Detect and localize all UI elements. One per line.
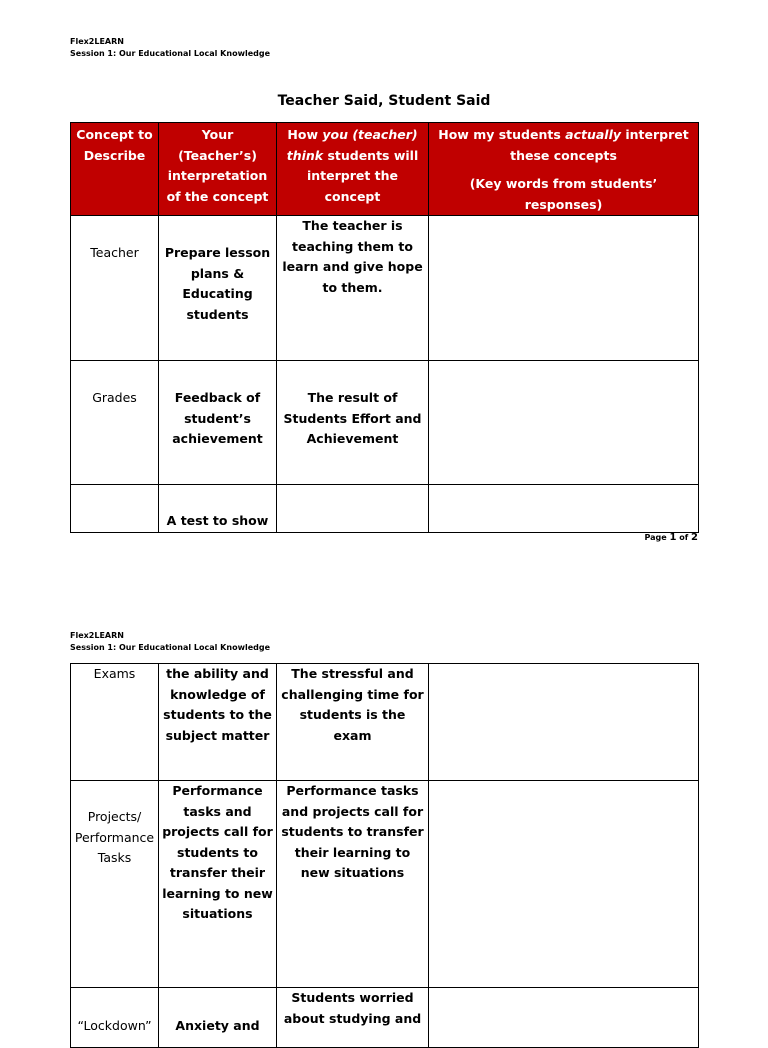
col-header-teacher-interpretation: Your (Teacher’s) interpretation of the concept	[159, 123, 277, 216]
actual-cell	[429, 664, 699, 781]
col-header-teacher-thinks: How you (teacher) think students will interpret the concept	[277, 123, 429, 216]
header-session: Session 1: Our Educational Local Knowledge	[70, 49, 271, 58]
page-header	[70, 630, 270, 654]
students-think-cell: Students worried about studying and	[277, 988, 429, 1048]
concept-cell: Grades	[71, 361, 159, 485]
teacher-cell: Performance tasks and projects call for students to transfer their learning to new situations	[159, 781, 277, 988]
table-row	[71, 216, 699, 361]
teacher-cell: Prepare lesson plans & Educating students	[159, 216, 277, 361]
table-row	[71, 485, 699, 533]
teacher-cell: A test to show	[159, 485, 277, 533]
table-row	[71, 664, 699, 781]
header-session: Session 1: Our Educational Local Knowledge	[70, 643, 271, 652]
actual-cell	[429, 361, 699, 485]
page-number: Page 1 of 2	[644, 532, 698, 543]
table-row	[71, 988, 699, 1048]
students-think-cell: The teacher is teaching them to learn and give hope to them.	[277, 216, 429, 361]
actual-cell	[429, 216, 699, 361]
actual-cell	[429, 485, 699, 533]
students-think-cell: The result of Students Effort and Achievement	[277, 361, 429, 485]
students-think-cell: Performance tasks and projects call for students to transfer their learning to new situations	[277, 781, 429, 988]
concept-cell	[71, 485, 159, 533]
students-think-cell: The stressful and challenging time for students is the exam	[277, 664, 429, 781]
page-header	[70, 36, 270, 60]
col-header-concept: Concept to Describe	[71, 123, 159, 216]
concept-cell: Exams	[71, 664, 159, 781]
teacher-cell: the ability and knowledge of students to the subject matter	[159, 664, 277, 781]
actual-cell	[429, 988, 699, 1048]
header-org: Flex2LEARN	[70, 631, 124, 640]
table-row	[71, 361, 699, 485]
concept-table-continued	[70, 663, 699, 1048]
teacher-cell: Feedback of student’s achievement	[159, 361, 277, 485]
col-header-students-actual: How my students actually interpret these concepts (Key words from students’ responses)	[429, 123, 699, 216]
concept-cell: Teacher	[71, 216, 159, 361]
table-row	[71, 781, 699, 988]
table-header-row	[71, 123, 699, 216]
document-title: Teacher Said, Student Said	[277, 93, 491, 109]
header-org: Flex2LEARN	[70, 37, 124, 46]
concept-table	[70, 122, 699, 533]
concept-cell: “Lockdown”	[71, 988, 159, 1048]
teacher-cell: Anxiety and	[159, 988, 277, 1048]
actual-cell	[429, 781, 699, 988]
students-think-cell	[277, 485, 429, 533]
concept-cell: Projects/ Performance Tasks	[71, 781, 159, 988]
